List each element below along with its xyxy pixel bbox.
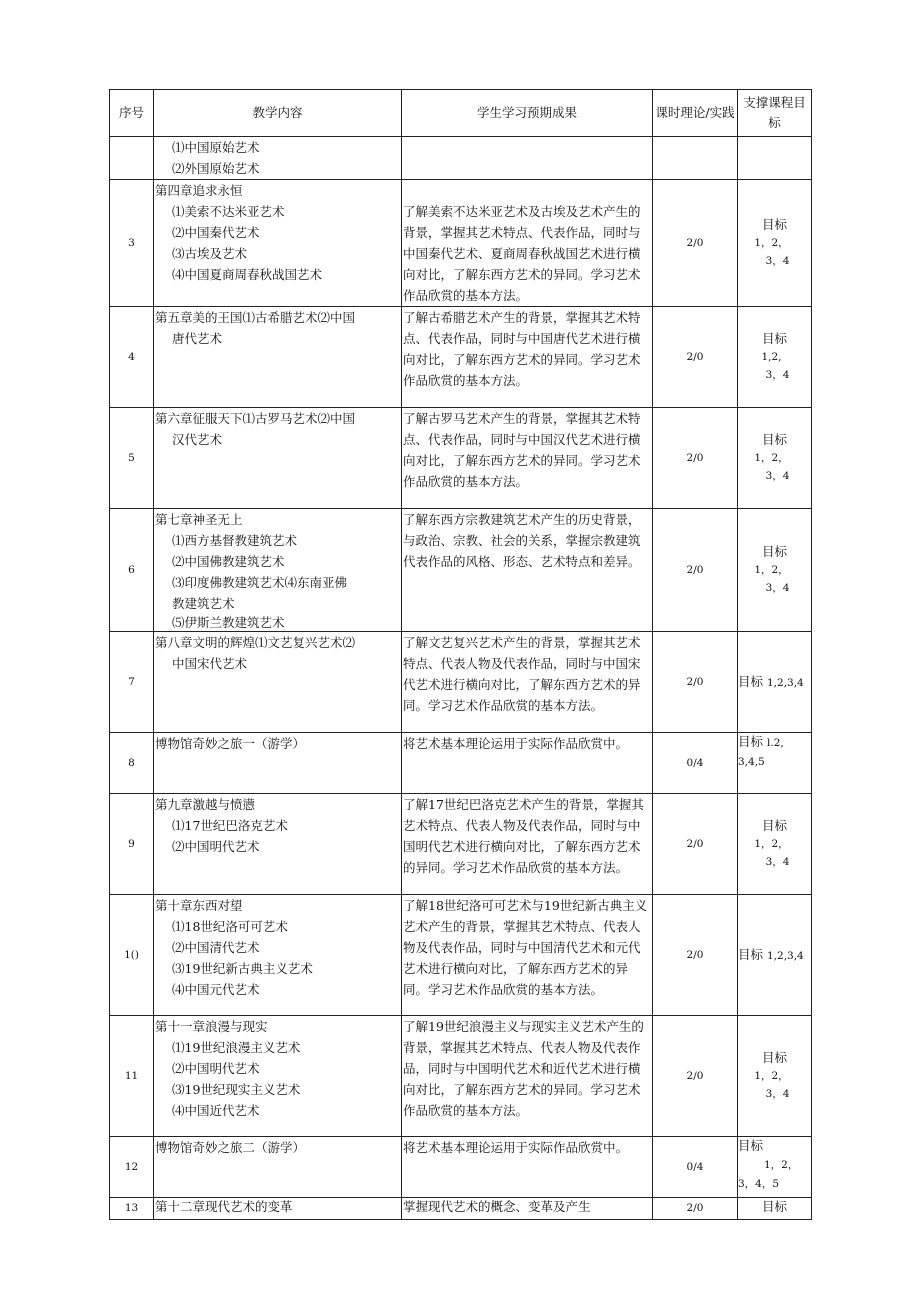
row-hours: 2/0 — [653, 895, 738, 1016]
content-item: ⑷中国元代艺术 — [172, 982, 260, 997]
row-number: 6 — [110, 509, 154, 632]
table-row — [110, 180, 812, 307]
row-content — [154, 137, 402, 180]
content-item: ⑶印度佛教建筑艺术⑷东南亚佛 — [172, 575, 348, 590]
row-target — [738, 408, 812, 509]
row-number: 3 — [110, 180, 154, 307]
row-content — [154, 895, 402, 1016]
table-row — [110, 509, 812, 632]
row-outcome: 了解19世纪浪漫主义与现实主义艺术产生的背景，掌握其艺术特点、代表人物及代表作品，同时与中国明代艺术和近代艺术进行横向对比，了解东西方艺术的异同。学习艺术作品欣赏的基本方法。 — [402, 1016, 653, 1137]
row-number: 1() — [110, 895, 154, 1016]
target-values: 1，2， — [754, 1070, 789, 1082]
row-content — [154, 733, 402, 794]
row-target — [738, 1137, 812, 1198]
target-values: 3，4 — [765, 582, 790, 594]
target-values: 3，4，5 — [738, 1178, 780, 1190]
table-row — [110, 307, 812, 408]
row-outcome: 掌握现代艺术的概念、变革及产生 — [402, 1198, 653, 1220]
row-hours: 2/0 — [653, 180, 738, 307]
content-title: 第七章神圣无上 — [155, 512, 243, 527]
target-label: 目标 — [761, 331, 787, 346]
table-row — [110, 794, 812, 895]
content-item: ⑴西方基督教建筑艺术 — [172, 533, 298, 548]
content-title: 博物馆奇妙之旅二（游学） — [155, 1140, 306, 1155]
header-hours: 课时理论/实践 — [653, 90, 738, 137]
target-values: 3，4 — [765, 856, 790, 868]
target-values: 1，2， — [764, 1159, 799, 1171]
table-row — [110, 895, 812, 1016]
header-content: 教学内容 — [154, 90, 402, 137]
content-item: ⑵中国明代艺术 — [172, 1061, 260, 1076]
row-number: 4 — [110, 307, 154, 408]
content-title: 第六章征服天下⑴古罗马艺术⑵中国 — [155, 411, 356, 426]
row-target — [738, 632, 812, 733]
target-values: 1，2， — [754, 452, 789, 464]
content-item: ⑷中国夏商周春秋战国艺术 — [172, 267, 323, 282]
content-title: 第十一章浪漫与现实 — [155, 1019, 268, 1034]
target-values: 3，4 — [765, 369, 790, 381]
row-number: 8 — [110, 733, 154, 794]
row-hours: 0/4 — [653, 1137, 738, 1198]
row-target — [738, 307, 812, 408]
row-target — [738, 1198, 812, 1220]
row-outcome — [402, 137, 653, 180]
content-item: ⑶19世纪新古典主义艺术 — [172, 961, 313, 976]
row-hours: 2/0 — [653, 509, 738, 632]
target-label: 目标 — [761, 1050, 787, 1065]
row-target — [738, 733, 812, 794]
row-hours: 2/0 — [653, 307, 738, 408]
row-outcome: 了解17世纪巴洛克艺术产生的背景，掌握其艺术特点、代表人物及代表作品，同时与中国明代艺术进行横向对比，了解东西方艺术的异同。学习艺术作品欣赏的基本方法。 — [402, 794, 653, 895]
row-content — [154, 632, 402, 733]
row-content — [154, 180, 402, 307]
target-label: 目标 — [761, 1199, 787, 1214]
row-content — [154, 408, 402, 509]
row-number — [110, 137, 154, 180]
row-hours: 2/0 — [653, 632, 738, 733]
target-values: 1，2， — [754, 237, 789, 249]
target-values: 3，4 — [765, 1088, 790, 1100]
header-row — [110, 90, 812, 137]
content-item: ⑴18世纪洛可可艺术 — [172, 919, 288, 934]
row-hours: 2/0 — [653, 1198, 738, 1220]
row-outcome: 了解18世纪洛可可艺术与19世纪新古典主义艺术产生的背景，掌握其艺术特点、代表人物及代表作品，同时与中国清代艺术和元代艺术进行横向对比，了解东西方艺术的异同。学习艺术作品欣赏的基本方法。 — [402, 895, 653, 1016]
content-title: 博物馆奇妙之旅一（游学） — [155, 736, 306, 751]
row-content — [154, 1137, 402, 1198]
content-title: 第九章激越与愤懑 — [155, 797, 256, 812]
content-continuation: 中国宋代艺术 — [172, 656, 248, 671]
row-outcome: 将艺术基本理论运用于实际作品欣赏中。 — [402, 733, 653, 794]
syllabus-table — [109, 89, 812, 1220]
content-continuation: 汉代艺术 — [172, 432, 223, 447]
table-row — [110, 632, 812, 733]
header-seq: 序号 — [110, 90, 154, 137]
target-label: 目标 — [738, 946, 764, 962]
table-row — [110, 733, 812, 794]
row-content — [154, 1198, 402, 1220]
content-continuation: 教建筑艺术 — [172, 596, 235, 611]
header-target: 支撑课程目标 — [738, 90, 812, 137]
row-hours — [653, 137, 738, 180]
row-hours: 2/0 — [653, 408, 738, 509]
content-item: ⑴17世纪巴洛克艺术 — [172, 818, 288, 833]
row-target — [738, 1016, 812, 1137]
row-outcome: 了解古希腊艺术产生的背景，掌握其艺术特点、代表作品，同时与中国唐代艺术进行横向对比，了解东西方艺术的异同。学习艺术作品欣赏的基本方法。 — [402, 307, 653, 408]
row-target — [738, 180, 812, 307]
content-item: ⑵中国秦代艺术 — [172, 225, 260, 240]
target-label: 目标 — [738, 1138, 764, 1153]
target-values: 3，4 — [765, 470, 790, 482]
content-item: ⑷中国近代艺术 — [172, 1103, 260, 1118]
row-outcome: 了解文艺复兴艺术产生的背景，掌握其艺术特点、代表人物及代表作品，同时与中国宋代艺术进行横向对比，了解东西方艺术的异同。学习艺术作品欣赏的基本方法。 — [402, 632, 653, 733]
row-number: 12 — [110, 1137, 154, 1198]
row-outcome: 了解东西方宗教建筑艺术产生的历史背景，与政治、宗教、社会的关系，掌握宗教建筑代表作品的风格、形态、艺术特点和差异。 — [402, 509, 653, 632]
target-label: 目标 — [738, 734, 764, 749]
content-item: ⑵中国明代艺术 — [172, 839, 260, 854]
row-outcome: 了解古罗马艺术产生的背景，掌握其艺术特点、代表作品，同时与中国汉代艺术进行横向对比，了解东西方艺术的异同。学习艺术作品欣赏的基本方法。 — [402, 408, 653, 509]
content-item: ⑶古埃及艺术 — [172, 246, 248, 261]
row-content — [154, 1016, 402, 1137]
target-label: 目标 — [761, 544, 787, 559]
content-title: 第五章美的王国⑴古希腊艺术⑵中国 — [155, 310, 356, 325]
target-values: 1,2,3,4 — [767, 949, 804, 962]
content-continuation: 唐代艺术 — [172, 331, 223, 346]
table-row — [110, 1198, 812, 1220]
row-number: 7 — [110, 632, 154, 733]
outcome-text: 了解美索不达米亚艺术及古埃及艺术产生的背景，掌握其艺术特点、代表作品，同时与中国秦代艺术、夏商周春秋战国艺术进行横向对比，了解东西方艺术的异同。学习艺术作品欣赏的基本方法。 — [403, 204, 641, 303]
row-hours: 0/4 — [653, 733, 738, 794]
target-values: 3,4,5 — [738, 756, 765, 768]
row-outcome — [402, 180, 653, 307]
content-item: ⑸伊斯兰教建筑艺术 — [172, 615, 285, 630]
table-row — [110, 137, 812, 180]
table-row — [110, 1137, 812, 1198]
target-label: 目标 — [738, 673, 764, 689]
content-item: ⑴19世纪浪漫主义艺术 — [172, 1040, 301, 1055]
content-item: ⑴中国原始艺术 — [172, 140, 260, 155]
target-values: 3，4 — [765, 255, 790, 267]
row-content — [154, 794, 402, 895]
content-title: 第四章追求永恒 — [155, 183, 243, 198]
content-title: 第八章文明的辉煌⑴文艺复兴艺术⑵ — [155, 635, 356, 650]
row-content — [154, 509, 402, 632]
row-hours: 2/0 — [653, 1016, 738, 1137]
table-row — [110, 1016, 812, 1137]
row-target — [738, 895, 812, 1016]
content-title: 第十二章现代艺术的变革 — [155, 1199, 293, 1214]
target-label: 目标 — [761, 217, 787, 232]
target-values: l.2, — [767, 737, 784, 749]
content-item: ⑴美索不达米亚艺术 — [172, 204, 285, 219]
target-label: 目标 — [761, 432, 787, 447]
target-values: 1,2,3,4 — [767, 676, 804, 689]
row-content — [154, 307, 402, 408]
row-number: 5 — [110, 408, 154, 509]
content-title: 第十章东西对望 — [155, 898, 243, 913]
row-target — [738, 137, 812, 180]
content-item: ⑶19世纪现实主义艺术 — [172, 1082, 301, 1097]
row-number: 11 — [110, 1016, 154, 1137]
row-target — [738, 794, 812, 895]
row-number: 9 — [110, 794, 154, 895]
row-outcome: 将艺术基本理论运用于实际作品欣赏中。 — [402, 1137, 653, 1198]
target-values: 1,2, — [761, 351, 782, 363]
target-label: 目标 — [761, 818, 787, 833]
target-values: 1，2， — [754, 838, 789, 850]
header-outcome: 学生学习预期成果 — [402, 90, 653, 137]
row-number: 13 — [110, 1198, 154, 1220]
row-hours: 2/0 — [653, 794, 738, 895]
content-item: ⑵中国清代艺术 — [172, 940, 260, 955]
table-row — [110, 408, 812, 509]
row-target — [738, 509, 812, 632]
content-item: ⑵中国佛教建筑艺术 — [172, 554, 285, 569]
content-item: ⑵外国原始艺术 — [172, 161, 260, 176]
target-values: 1，2， — [754, 564, 789, 576]
